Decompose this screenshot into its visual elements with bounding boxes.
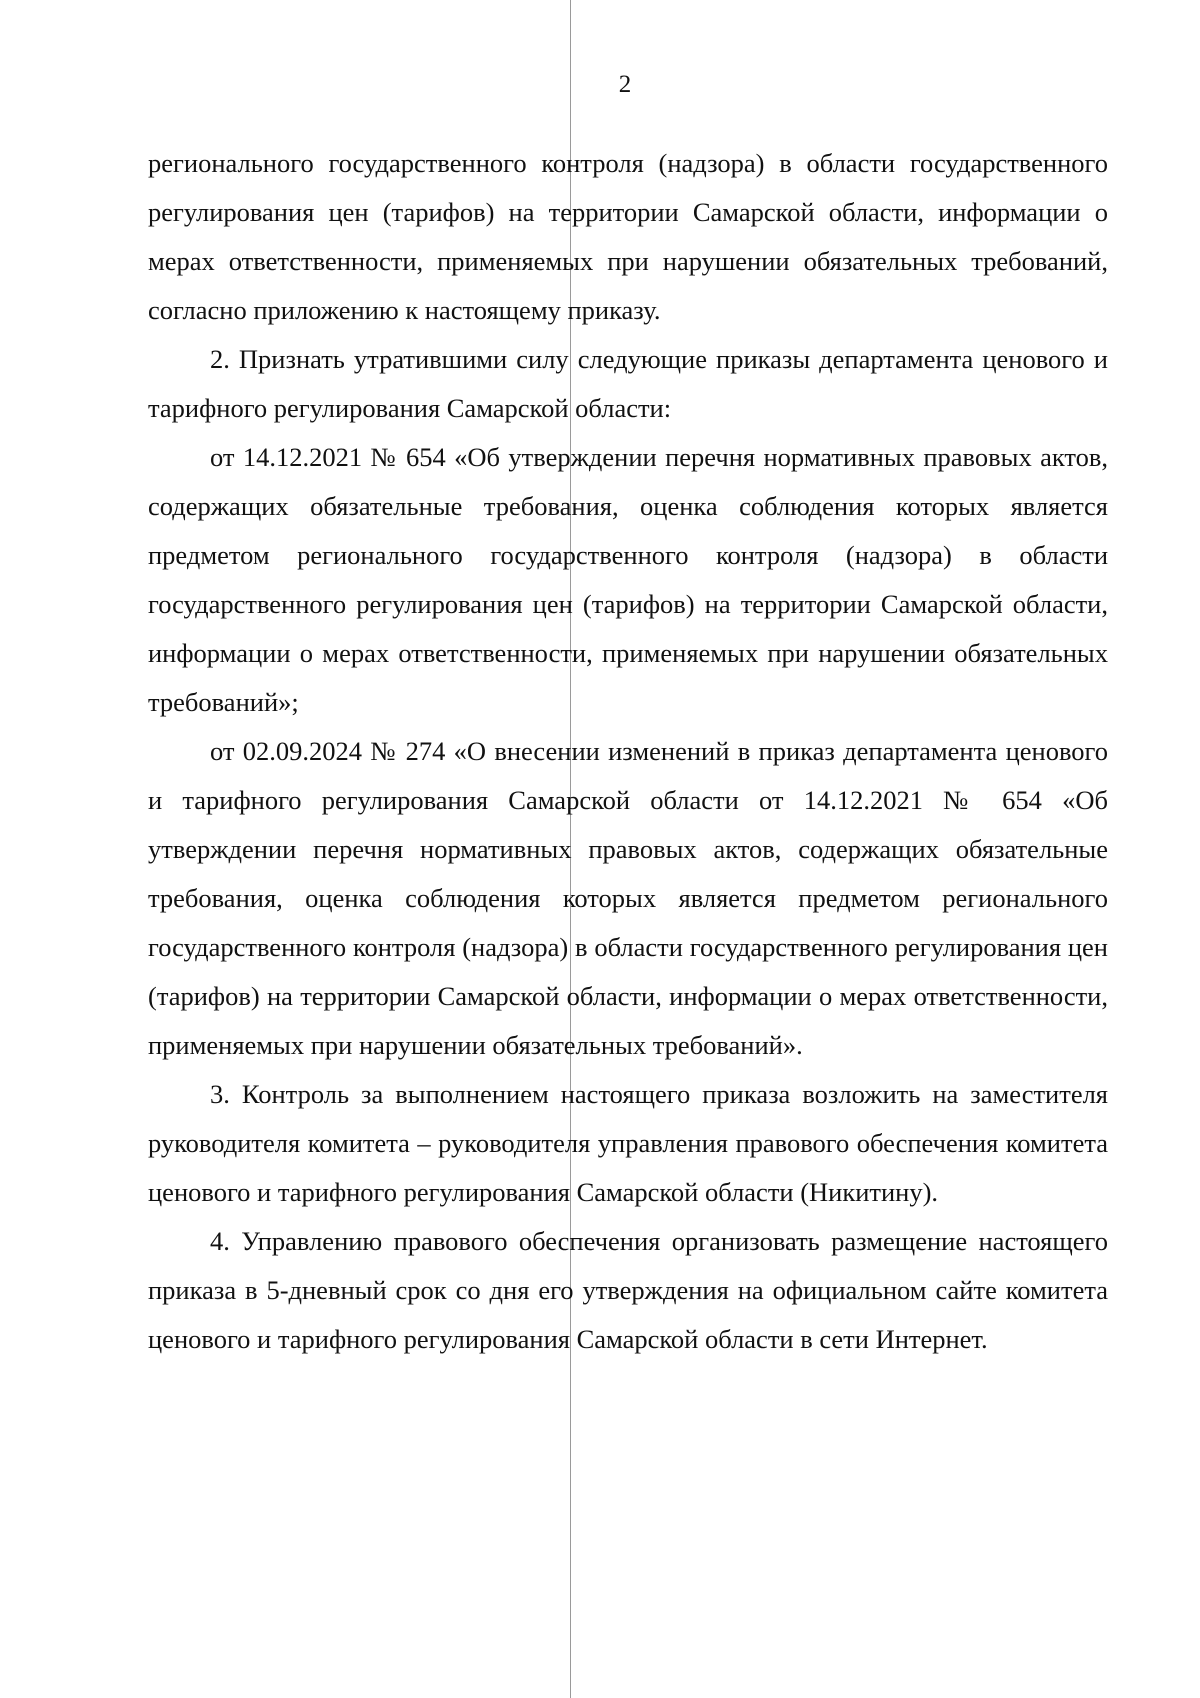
paragraph-2-item-1: от 14.12.2021 № 654 «Об утверждении перечня нормативных правовых актов, содержащих обязательные требования, оценка соблюдения которых является предметом регионального государственного контроля (надзора) в области государственного регулирования цен (тарифов) на территории Самарской области, информации о мерах ответственности, применяемых при нарушении обязательных требований»; — [148, 442, 1108, 717]
document-body — [148, 139, 1108, 1364]
paragraph-continuation: регионального государственного контроля (надзора) в области государственного регулирования цен (тарифов) на территории Самарской области, информации о мерах ответственности, применяемых при нарушении обязательных требований, согласно приложению к настоящему приказу. — [148, 148, 1108, 325]
paragraph-2-item-2: от 02.09.2024 № 274 «О внесении изменений в приказ департамента ценового и тарифного регулирования Самарской области от 14.12.2021 № 654 «Об утверждении перечня нормативных правовых актов, содержащих обязательные требования, оценка соблюдения которых является предметом регионального государственного контроля (надзора) в области государственного регулирования цен (тарифов) на территории Самарской области, информации о мерах ответственности, применяемых при нарушении обязательных требований». — [148, 736, 1108, 1060]
paragraph-2-repeal: 2. Признать утратившими силу следующие приказы департамента ценового и тарифного регулирования Самарской области: — [148, 344, 1108, 423]
paragraph-3-control: 3. Контроль за выполнением настоящего приказа возложить на заместителя руководителя комитета – руководителя управления правового обеспечения комитета ценового и тарифного регулирования Самарской области (Никитину). — [148, 1079, 1108, 1207]
paragraph-4-publication: 4. Управлению правового обеспечения организовать размещение настоящего приказа в 5-дневный срок со дня его утверждения на официальном сайте комитета ценового и тарифного регулирования Самарской области в сети Интернет. — [148, 1226, 1108, 1354]
page-number: 2 — [618, 71, 632, 98]
